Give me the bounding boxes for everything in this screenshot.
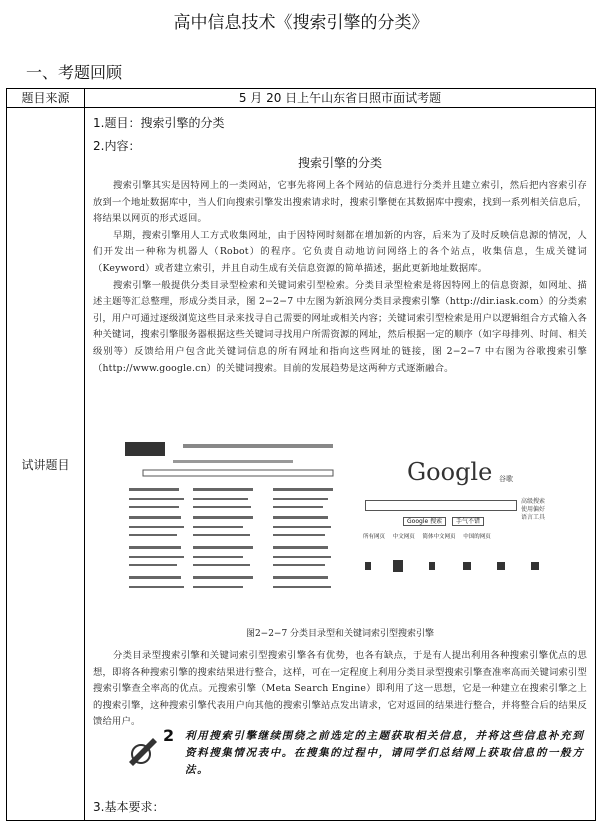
google-radio-row xyxy=(363,532,491,540)
google-screenshot xyxy=(359,458,581,588)
section-heading: 一、考题回顾 xyxy=(26,63,123,82)
radio-simplified: 简体中文网页 xyxy=(422,534,456,540)
google-link-lang: 语言工具 xyxy=(521,514,546,521)
google-sub: 谷歌 xyxy=(499,475,513,483)
google-buttons xyxy=(403,516,484,525)
google-links xyxy=(521,498,545,522)
radio-all: 所有网页 xyxy=(363,534,386,540)
table-header-row xyxy=(7,89,596,108)
scan-body-bottom xyxy=(93,648,587,731)
google-search-button: Google 搜索 xyxy=(403,517,446,526)
scan-paragraph-2: 早期，搜索引擎用人工方式收集网址，由于因特网时刻都在增加新的内容，后来为了及时反映信息源的情况，人们开发出一种称为机器人（Robot）的程序。它负责自动地访问网络上的各个站点，收集信息，生成关键词（Keyword）或者建立索引，并且自动生成有关信息资源的简单描述，据此更新地址数据库。 xyxy=(93,229,587,274)
scan-body-top xyxy=(93,178,587,377)
figure-screenshots xyxy=(123,436,583,604)
activity-number: 2 xyxy=(163,726,175,745)
google-logo: Google xyxy=(407,458,493,486)
scan-paragraph-3: 搜索引擎一般提供分类目录型检索和关键词索引型检索。分类目录型检索是将因特网上的信息资源，如网址、描述主题等汇总整理，形成分类目录，图 2−2−7 中左图为新浪网分类目录搜索引擎（http://dir.iask.com）的分类索引，用户可通过逐级浏览这些目录来找寻自己需要的网址或相关内容；关键词索引型检索是用户以逻辑组合方式输入各种关键词，搜索引擎服务器根据这些关键词寻找用户所需资源的网址，然后根据一定的顺序（如字母排列、时间、相关级别等）反馈给用户包含此关键词信息的所有网址和指向这些网址的链接，图 2−2−7 中右图为谷歌搜索引擎（http://www.google.cn）的关键词搜索。目前的发展趋势是这两种方式逐渐融合。 xyxy=(93,279,587,374)
google-link-prefs: 使用偏好 xyxy=(521,506,546,513)
scan-paragraph-1: 搜索引擎其实是因特网上的一类网站，它事先将网上各个网站的信息进行分类并且建立索引，然后把内容索引存放到一个地址数据库中，当人们向搜索引擎发出搜索请求时，搜索引擎便在其数据库中搜索，找到一系列相关信息后，将结果以网页的形式返回。 xyxy=(93,180,587,225)
figure-caption: 图2−2−7 分类目录型和关键词索引型搜索引擎 xyxy=(245,629,435,639)
topic-content xyxy=(85,108,595,820)
topic-label: 试讲题目 xyxy=(7,108,85,821)
google-search-box xyxy=(365,500,517,511)
item-requirements: 3.基本要求： xyxy=(93,800,165,814)
google-link-advanced: 高级搜索 xyxy=(521,498,546,505)
topic-content-cell xyxy=(85,108,596,821)
item-title: 1.题目：搜索引擎的分类 xyxy=(93,116,225,130)
directory-screenshot xyxy=(123,436,353,604)
source-value: 5 月 20 日上午山东省日照市面试考题 xyxy=(85,89,596,108)
question-table xyxy=(6,88,596,821)
pencil-icon xyxy=(123,732,163,772)
page-title: 高中信息技术《搜索引擎的分类》 xyxy=(173,13,429,33)
activity-box xyxy=(123,728,593,780)
source-label: 题目来源 xyxy=(7,89,85,108)
activity-text: 利用搜索引擎继续围绕之前选定的主题获取相关信息，并将这些信息补充到资料搜集情况表中。在搜集的过程中，请同学们总结网上获取信息的一般方法。 xyxy=(185,730,585,776)
item-content: 2.内容： xyxy=(93,139,141,153)
table-body-row xyxy=(7,108,596,821)
scan-title: 搜索引擎的分类 xyxy=(297,156,382,170)
google-lucky-button: 手气不错 xyxy=(452,517,484,526)
google-service-icons xyxy=(359,556,581,586)
radio-china: 中国的网页 xyxy=(463,534,491,540)
scan-paragraph-4: 分类目录型搜索引擎和关键词索引型搜索引擎各有优势，也各有缺点，于是有人提出利用各种搜索引擎优点的思想，即将各种搜索引擎的搜索结果进行整合，这样，可在一定程度上利用分类目录型搜索引擎查准率高而关键词索引型搜索引擎查全率高的优点。元搜索引擎（Meta Search Engine）即利用了这一思想，它是一种建立在搜索引擎之上的搜索引擎，这种搜索引擎代表用户向其他的搜索引擎站点发出请求，它对返回的结果进行整合，并将整合后的结果反馈给用户。 xyxy=(93,650,587,728)
radio-chinese: 中文网页 xyxy=(392,534,415,540)
